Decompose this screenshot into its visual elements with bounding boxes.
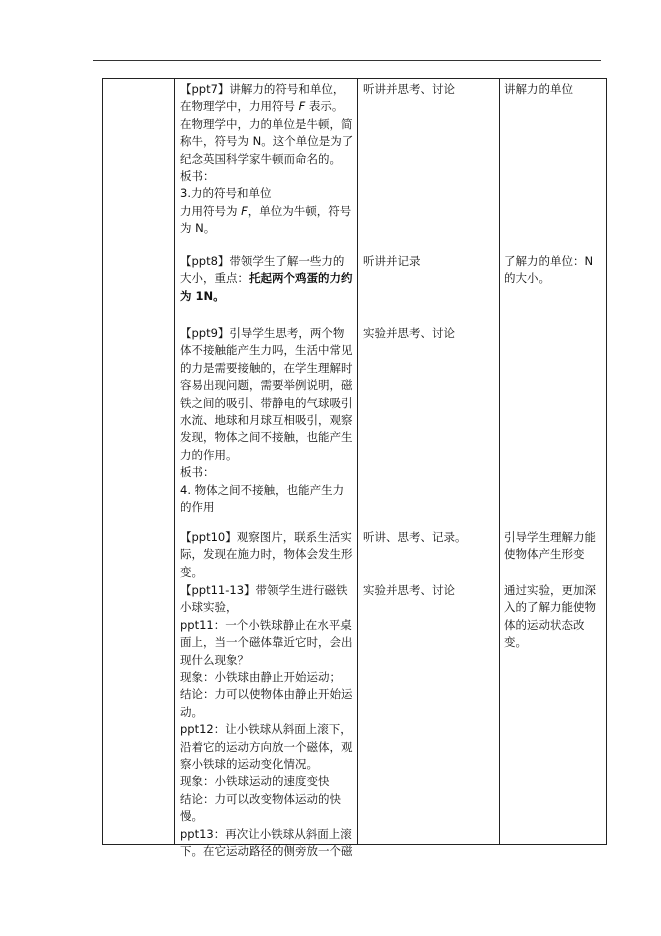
text-run: 【ppt10】观察图片，联系生活实际，发现在施力时，物体会发生形变。 bbox=[180, 530, 353, 579]
student-activity: 听讲并思考、讨论 bbox=[363, 82, 455, 96]
student-activity-text bbox=[363, 81, 497, 98]
text-run: 托起两个鸡蛋的力约为 1N。 bbox=[180, 271, 353, 303]
teacher-paragraph bbox=[180, 325, 354, 516]
design-intent: 通过实验，更加深入的了解力能使物体的运动状态改变。 bbox=[504, 583, 596, 650]
student-activity-text bbox=[363, 325, 497, 342]
student-activity: 听讲并记录 bbox=[363, 254, 421, 268]
text-run: 4. 物体之间不接触，也能产生力的作用 bbox=[180, 482, 345, 515]
student-activity-text bbox=[363, 253, 497, 270]
table-row bbox=[103, 79, 607, 845]
teacher-activity-text bbox=[180, 81, 354, 238]
text-run: 现象：小铁球由静止开始运动； bbox=[180, 670, 341, 685]
text-run: 【ppt9】引导学生思考，两个物体不接触能产生力吗，生活中常见的力是需要接触的，在学生理解时容易出现问题，需要举例说明，磁铁之间的吸引、带静电的气球吸引水流、地球和月球互相吸引，观察发现，物体之间不接触，也能产生力的作用。 bbox=[180, 326, 353, 462]
text-run: 表示。 bbox=[305, 99, 344, 114]
design-intent: 讲解力的单位 bbox=[504, 82, 573, 96]
text-run: 现象：小铁球运动的速度变快 bbox=[180, 774, 330, 789]
text-run: 【ppt8】带领学生了解一些力的大小，重点： bbox=[180, 254, 345, 286]
text-run: ppt12：让小铁球从斜面上滚下，沿着它的运动方向放一个磁体，观察小铁球的运动变化情况。 bbox=[180, 722, 353, 772]
text-run: 【ppt11-13】带领学生进行磁铁小球实验， bbox=[180, 583, 348, 615]
text-run: F bbox=[241, 203, 248, 218]
text-run: F bbox=[298, 99, 306, 114]
header-rule bbox=[93, 60, 601, 61]
text-run: 力用符号为 bbox=[180, 203, 242, 218]
teacher-activity-column bbox=[175, 79, 358, 859]
design-intent-text bbox=[504, 529, 604, 564]
text-run: 在物理学中，力的单位是牛顿，简称牛，符号为 N。这个单位是为了纪念英国科学家牛顿而命名的。 bbox=[180, 116, 354, 166]
text-run: 板书： bbox=[180, 169, 215, 184]
design-intent: 引导学生理解力能使物体产生形变 bbox=[504, 530, 596, 562]
teacher-paragraph bbox=[180, 529, 354, 581]
design-intent-column bbox=[500, 79, 607, 845]
teacher-activity-text bbox=[180, 253, 354, 305]
text-run: 3.力的符号和单位 bbox=[180, 186, 272, 201]
text-run: 结论：力可以使物体由静止开始运动。 bbox=[180, 687, 353, 719]
student-activity: 实验并思考、讨论 bbox=[363, 326, 455, 340]
design-intent-text bbox=[504, 253, 604, 288]
teacher-activity-text bbox=[180, 325, 354, 516]
student-activity-column bbox=[358, 79, 500, 845]
student-activity-text bbox=[363, 529, 497, 546]
text-run: ppt11：一个小铁球静止在水平桌面上，当一个磁体靠近它时，会出现什么现象？ bbox=[180, 617, 353, 667]
design-intent-text bbox=[504, 582, 604, 652]
teacher-paragraph bbox=[180, 582, 354, 861]
teacher-activity-text bbox=[180, 529, 354, 581]
student-activity: 实验并思考、讨论 bbox=[363, 583, 455, 597]
stage-column bbox=[103, 79, 175, 845]
text-run: ，单位为牛顿，符号为 N。 bbox=[180, 203, 352, 236]
text-run: 结论：力可以改变物体运动的快慢。 bbox=[180, 791, 341, 824]
text-run: ppt13：再次让小铁球从斜面上滚下。在它运动路径的侧旁放一个磁 bbox=[180, 826, 353, 859]
text-run: 板书： bbox=[180, 465, 215, 480]
teacher-activity-text bbox=[180, 582, 354, 861]
student-activity-text bbox=[363, 582, 497, 599]
lesson-plan-table bbox=[102, 78, 607, 859]
teacher-paragraph bbox=[180, 81, 354, 238]
teacher-paragraph bbox=[180, 253, 354, 305]
design-intent-text bbox=[504, 81, 604, 98]
text-run: 【ppt7】讲解力的符号和单位，在物理学中，力用符号 bbox=[180, 82, 345, 114]
design-intent: 了解力的单位：N 的大小。 bbox=[504, 254, 594, 286]
student-activity: 听讲、思考、记录。 bbox=[363, 530, 467, 544]
